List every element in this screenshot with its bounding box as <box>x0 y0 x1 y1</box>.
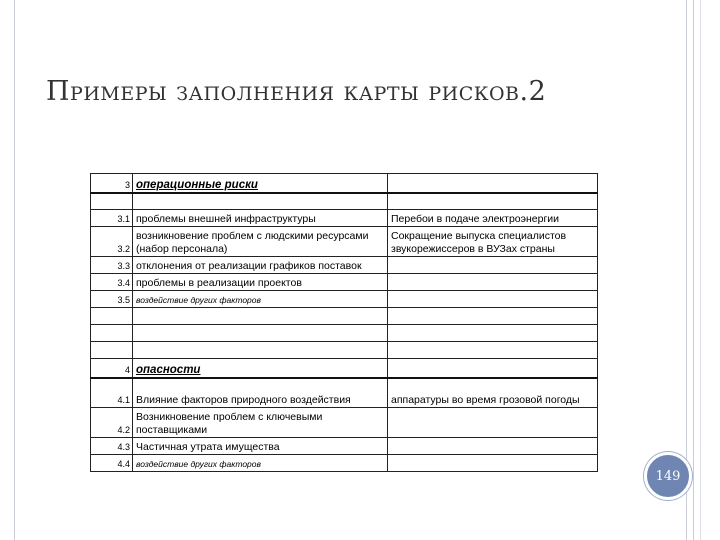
risk-name-cell <box>133 193 388 210</box>
row-number: 3 <box>91 174 133 193</box>
table-row <box>91 308 598 325</box>
risk-name: проблемы внешней инфраструктуры <box>136 213 316 225</box>
risk-name: Частичная утрата имущества <box>136 441 280 453</box>
row-number: 4.4 <box>91 455 133 472</box>
risk-name-cell <box>133 210 388 227</box>
table-row <box>91 359 598 378</box>
risk-category-heading: опасности <box>136 363 201 376</box>
row-number <box>91 193 133 210</box>
risk-example-cell <box>388 291 598 308</box>
risk-name: отклонения от реализации графиков поставок <box>136 260 362 272</box>
risk-example-cell <box>388 455 598 472</box>
row-number: 3.4 <box>91 274 133 291</box>
risk-map-table <box>90 173 598 472</box>
slide-frame-right-line-2 <box>693 0 694 540</box>
risk-example-cell <box>388 325 598 342</box>
risk-example-cell: аппаратуры во время грозовой погоды <box>388 378 598 408</box>
table-row <box>91 174 598 193</box>
table-row <box>91 408 598 438</box>
risk-name-cell <box>133 308 388 325</box>
row-number: 4 <box>91 359 133 378</box>
row-number <box>91 325 133 342</box>
risk-name-cell <box>133 174 388 193</box>
row-number: 4.1 <box>91 378 133 408</box>
risk-name-cell <box>133 257 388 274</box>
row-number: 3.3 <box>91 257 133 274</box>
table-row <box>91 274 598 291</box>
page-number: 149 <box>655 468 681 484</box>
risk-example-cell <box>388 359 598 378</box>
risk-name-cell <box>133 455 388 472</box>
table-row <box>91 227 598 257</box>
risk-example-cell <box>388 342 598 359</box>
table-row <box>91 378 598 408</box>
risk-example-cell <box>388 193 598 210</box>
risk-example-cell <box>388 257 598 274</box>
risk-example-cell <box>388 274 598 291</box>
table-row <box>91 210 598 227</box>
table-row <box>91 325 598 342</box>
risk-example-cell: Перебои в подаче электроэнергии <box>388 210 598 227</box>
row-number: 3.1 <box>91 210 133 227</box>
slide-title <box>46 76 546 107</box>
risk-name-cell <box>133 227 388 257</box>
risk-example-cell <box>388 408 598 438</box>
slide-frame-right-line <box>686 0 687 540</box>
slide-title-initial: П <box>46 76 71 107</box>
risk-name-cell <box>133 274 388 291</box>
risk-name: Возникновение проблем с ключевыми поставщиками <box>136 411 323 436</box>
risk-name-cell <box>133 408 388 438</box>
slide-title-rest: римеры заполнения карты рисков.2 <box>70 76 547 107</box>
table-row <box>91 193 598 210</box>
slide-frame-left-line <box>14 0 15 540</box>
risk-name-cell <box>133 325 388 342</box>
risk-name-cell <box>133 291 388 308</box>
table-row <box>91 257 598 274</box>
risk-example-cell <box>388 308 598 325</box>
risk-name: Влияние факторов природного воздействия <box>136 394 351 406</box>
page-number-badge <box>644 452 692 500</box>
risk-name-cell <box>133 438 388 455</box>
table-row <box>91 455 598 472</box>
risk-name: воздействие других факторов <box>136 295 261 305</box>
row-number: 4.2 <box>91 408 133 438</box>
risk-name-cell <box>133 342 388 359</box>
row-number <box>91 342 133 359</box>
row-number: 4.3 <box>91 438 133 455</box>
risk-category-heading: операционные риски <box>136 178 258 191</box>
table-row <box>91 438 598 455</box>
risk-name-cell <box>133 378 388 408</box>
risk-name-cell <box>133 359 388 378</box>
table-row <box>91 342 598 359</box>
risk-name: возникновение проблем с людскими ресурсами (набор персонала) <box>136 230 369 255</box>
slide-frame-right-line-3 <box>700 0 701 540</box>
risk-name: проблемы в реализации проектов <box>136 277 302 289</box>
risk-example-cell <box>388 438 598 455</box>
risk-name: воздействие других факторов <box>136 459 261 469</box>
row-number: 3.5 <box>91 291 133 308</box>
risk-example-cell <box>388 174 598 193</box>
row-number <box>91 308 133 325</box>
risk-example-cell: Сокращение выпуска специалистов звукорежиссеров в ВУЗах страны <box>388 227 598 257</box>
row-number: 3.2 <box>91 227 133 257</box>
table-row <box>91 291 598 308</box>
